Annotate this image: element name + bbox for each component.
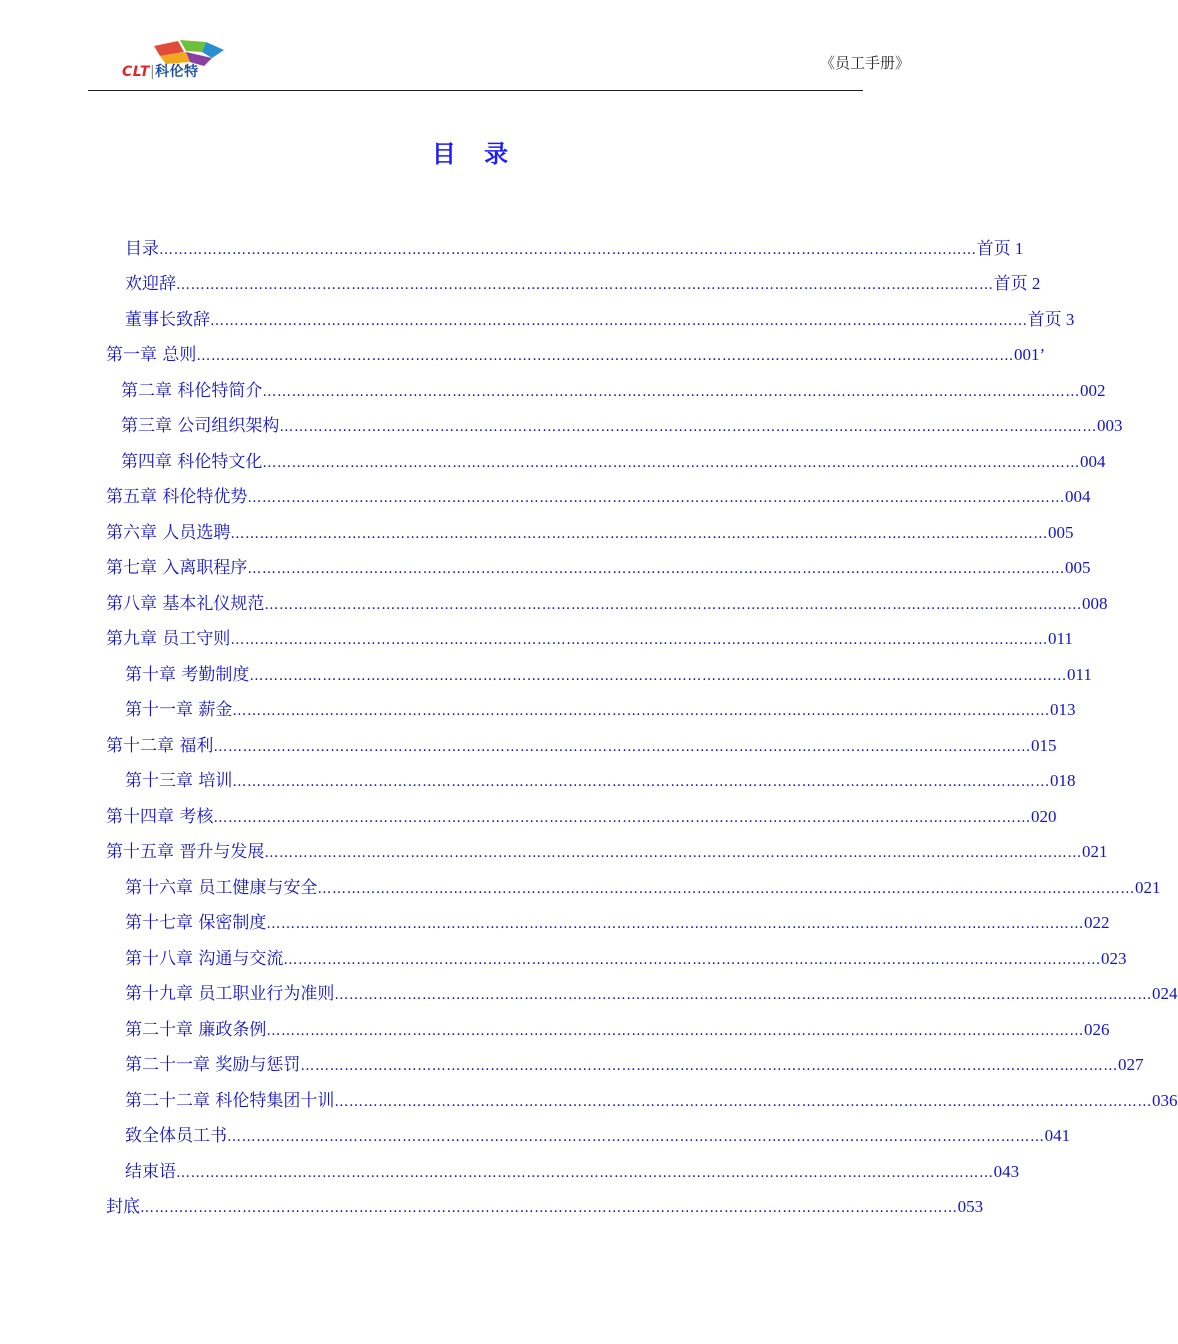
toc-entry[interactable]	[106, 1195, 984, 1219]
toc-entry-label: 第二十二章 科伦特集团十训	[125, 1091, 335, 1111]
dot-leader: ……………………………………………………………………………………………………………………………………………………	[227, 1129, 1045, 1145]
toc-entry-label: 第十八章 沟通与交流	[125, 949, 284, 969]
toc-entry-label: 第五章 科伦特优势	[106, 487, 248, 507]
toc-entry-page: 011	[1048, 629, 1073, 648]
toc-entry-label: 目录	[125, 239, 159, 259]
toc-entry-label: 第十二章 福利	[106, 736, 214, 756]
dot-leader: ……………………………………………………………………………………………………………………………………………………	[213, 739, 1032, 755]
toc-entry-page: 004	[1065, 487, 1091, 506]
toc-entry-label: 第二章 科伦特简介	[121, 381, 263, 401]
toc-entry-label: 第十章 考勤制度	[125, 665, 250, 685]
toc-entry-page: 首页 2	[993, 274, 1041, 293]
toc-entry-label: 第十五章 晋升与发展	[106, 842, 265, 862]
toc-entry-page: 036	[1152, 1091, 1178, 1110]
toc-entry[interactable]	[125, 1018, 1110, 1042]
toc-entry[interactable]	[106, 840, 1108, 864]
toc-entry[interactable]	[106, 805, 1057, 829]
toc-entry-label: 第十六章 员工健康与安全	[125, 878, 318, 898]
dot-leader: ……………………………………………………………………………………………………………………………………………………	[334, 987, 1153, 1003]
toc-entry-label: 致全体员工书	[125, 1126, 227, 1146]
toc-entry-label: 第十九章 员工职业行为准则	[125, 984, 335, 1004]
toc-entry[interactable]	[125, 237, 1024, 261]
toc-entry-label: 第十一章 薪金	[125, 700, 233, 720]
toc-entry-label: 第十七章 保密制度	[125, 913, 267, 933]
toc-entry-page: 023	[1101, 949, 1127, 968]
toc-entry-page: 020	[1031, 807, 1057, 826]
toc-entry-page: 015	[1031, 736, 1057, 755]
dot-leader: ……………………………………………………………………………………………………………………………………………………	[213, 810, 1032, 826]
toc-entry-page: 024	[1152, 984, 1178, 1003]
toc-entry[interactable]	[106, 627, 1073, 651]
dot-leader: ……………………………………………………………………………………………………………………………………………………	[196, 348, 1015, 364]
toc-entry[interactable]	[106, 343, 1046, 367]
toc-entry-label: 第六章 人员选聘	[106, 523, 231, 543]
toc-entry[interactable]	[125, 947, 1127, 971]
logo-wordmark: CLT|科伦特	[122, 64, 199, 80]
dot-leader: ……………………………………………………………………………………………………………………………………………………	[300, 1058, 1119, 1074]
toc-entry[interactable]	[125, 911, 1110, 935]
toc-entry-label: 第二十一章 奖励与惩罚	[125, 1055, 301, 1075]
dot-leader: ……………………………………………………………………………………………………………………………………………………	[247, 561, 1066, 577]
dot-leader: ……………………………………………………………………………………………………………………………………………………	[262, 455, 1081, 471]
toc-entry-page: 001’	[1014, 345, 1046, 364]
toc-entry-label: 第三章 公司组织架构	[121, 416, 280, 436]
toc-entry-label: 第四章 科伦特文化	[121, 452, 263, 472]
dot-leader: ……………………………………………………………………………………………………………………………………………………	[232, 774, 1051, 790]
toc-entry[interactable]	[106, 521, 1074, 545]
dot-leader: ……………………………………………………………………………………………………………………………………………………	[159, 242, 977, 258]
toc-entry[interactable]	[125, 876, 1161, 900]
toc-entry-page: 026	[1084, 1020, 1110, 1039]
toc-entry-page: 021	[1082, 842, 1108, 861]
toc-entry[interactable]	[125, 272, 1041, 296]
toc-entry[interactable]	[106, 592, 1108, 616]
toc-entry-page: 005	[1048, 523, 1074, 542]
toc-entry-label: 第十三章 培训	[125, 771, 233, 791]
dot-leader: ……………………………………………………………………………………………………………………………………………………	[140, 1200, 958, 1216]
dot-leader: ……………………………………………………………………………………………………………………………………………………	[176, 277, 994, 293]
dot-leader: ……………………………………………………………………………………………………………………………………………………	[262, 384, 1081, 400]
toc-entry-page: 022	[1084, 913, 1110, 932]
toc-entry-label: 封底	[106, 1197, 140, 1217]
toc-entry[interactable]	[125, 982, 1178, 1006]
toc-entry-page: 004	[1080, 452, 1106, 471]
dot-leader: ……………………………………………………………………………………………………………………………………………………	[266, 1023, 1085, 1039]
toc-entry-page: 041	[1044, 1126, 1071, 1145]
dot-leader: ……………………………………………………………………………………………………………………………………………………	[334, 1094, 1153, 1110]
toc-entry[interactable]	[125, 663, 1092, 687]
toc-entry-page: 008	[1082, 594, 1108, 613]
toc-entry-label: 第二十章 廉政条例	[125, 1020, 267, 1040]
toc-entry-label: 结束语	[125, 1162, 176, 1182]
toc-entry-page: 003	[1097, 416, 1123, 435]
dot-leader: ……………………………………………………………………………………………………………………………………………………	[249, 668, 1068, 684]
dot-leader: ……………………………………………………………………………………………………………………………………………………	[232, 703, 1051, 719]
toc-entry-label: 第一章 总则	[106, 345, 197, 365]
toc-entry-page: 011	[1067, 665, 1092, 684]
toc-entry-label: 第八章 基本礼仪规范	[106, 594, 265, 614]
dot-leader: ……………………………………………………………………………………………………………………………………………………	[230, 526, 1049, 542]
dot-leader: ……………………………………………………………………………………………………………………………………………………	[247, 490, 1066, 506]
toc-entry-page: 002	[1080, 381, 1106, 400]
toc-entry-label: 第七章 入离职程序	[106, 558, 248, 578]
toc-entry-page: 首页 3	[1027, 310, 1075, 329]
toc-entry[interactable]	[125, 1089, 1178, 1113]
dot-leader: ……………………………………………………………………………………………………………………………………………………	[317, 881, 1136, 897]
toc-entry[interactable]	[106, 485, 1091, 509]
toc-entry-page: 027	[1118, 1055, 1144, 1074]
toc-entry-label: 董事长致辞	[125, 310, 210, 330]
toc-entry-label: 欢迎辞	[125, 274, 176, 294]
toc-entry[interactable]	[125, 1160, 1020, 1184]
toc-entry-page: 005	[1065, 558, 1091, 577]
toc-entry-page: 013	[1050, 700, 1076, 719]
toc-entry-page: 053	[957, 1197, 984, 1216]
toc-entry[interactable]	[106, 734, 1057, 758]
dot-leader: ……………………………………………………………………………………………………………………………………………………	[230, 632, 1049, 648]
toc-entry[interactable]	[121, 450, 1106, 474]
toc-entry-label: 第十四章 考核	[106, 807, 214, 827]
toc-entry-page: 043	[993, 1162, 1020, 1181]
dot-leader: ……………………………………………………………………………………………………………………………………………………	[283, 952, 1102, 968]
dot-leader: ……………………………………………………………………………………………………………………………………………………	[264, 845, 1083, 861]
toc-entry[interactable]	[125, 308, 1075, 332]
toc-entry[interactable]	[125, 698, 1076, 722]
document-title: 《员工手册》	[819, 54, 910, 72]
dot-leader: ……………………………………………………………………………………………………………………………………………………	[210, 313, 1028, 329]
dot-leader: ……………………………………………………………………………………………………………………………………………………	[264, 597, 1083, 613]
toc-entry-page: 021	[1135, 878, 1161, 897]
dot-leader: ……………………………………………………………………………………………………………………………………………………	[279, 419, 1098, 435]
dot-leader: ……………………………………………………………………………………………………………………………………………………	[266, 916, 1085, 932]
toc-entry[interactable]	[125, 1124, 1071, 1148]
toc-entry[interactable]	[121, 414, 1123, 438]
toc-entry-page: 018	[1050, 771, 1076, 790]
toc-entry-page: 首页 1	[976, 239, 1024, 258]
toc-entry[interactable]	[125, 1053, 1144, 1077]
page-title: 目 录	[431, 140, 519, 168]
toc-entry[interactable]	[125, 769, 1076, 793]
dot-leader: ……………………………………………………………………………………………………………………………………………………	[176, 1165, 994, 1181]
toc-entry-label: 第九章 员工守则	[106, 629, 231, 649]
toc-entry[interactable]	[121, 379, 1106, 403]
toc-entry[interactable]	[106, 556, 1091, 580]
